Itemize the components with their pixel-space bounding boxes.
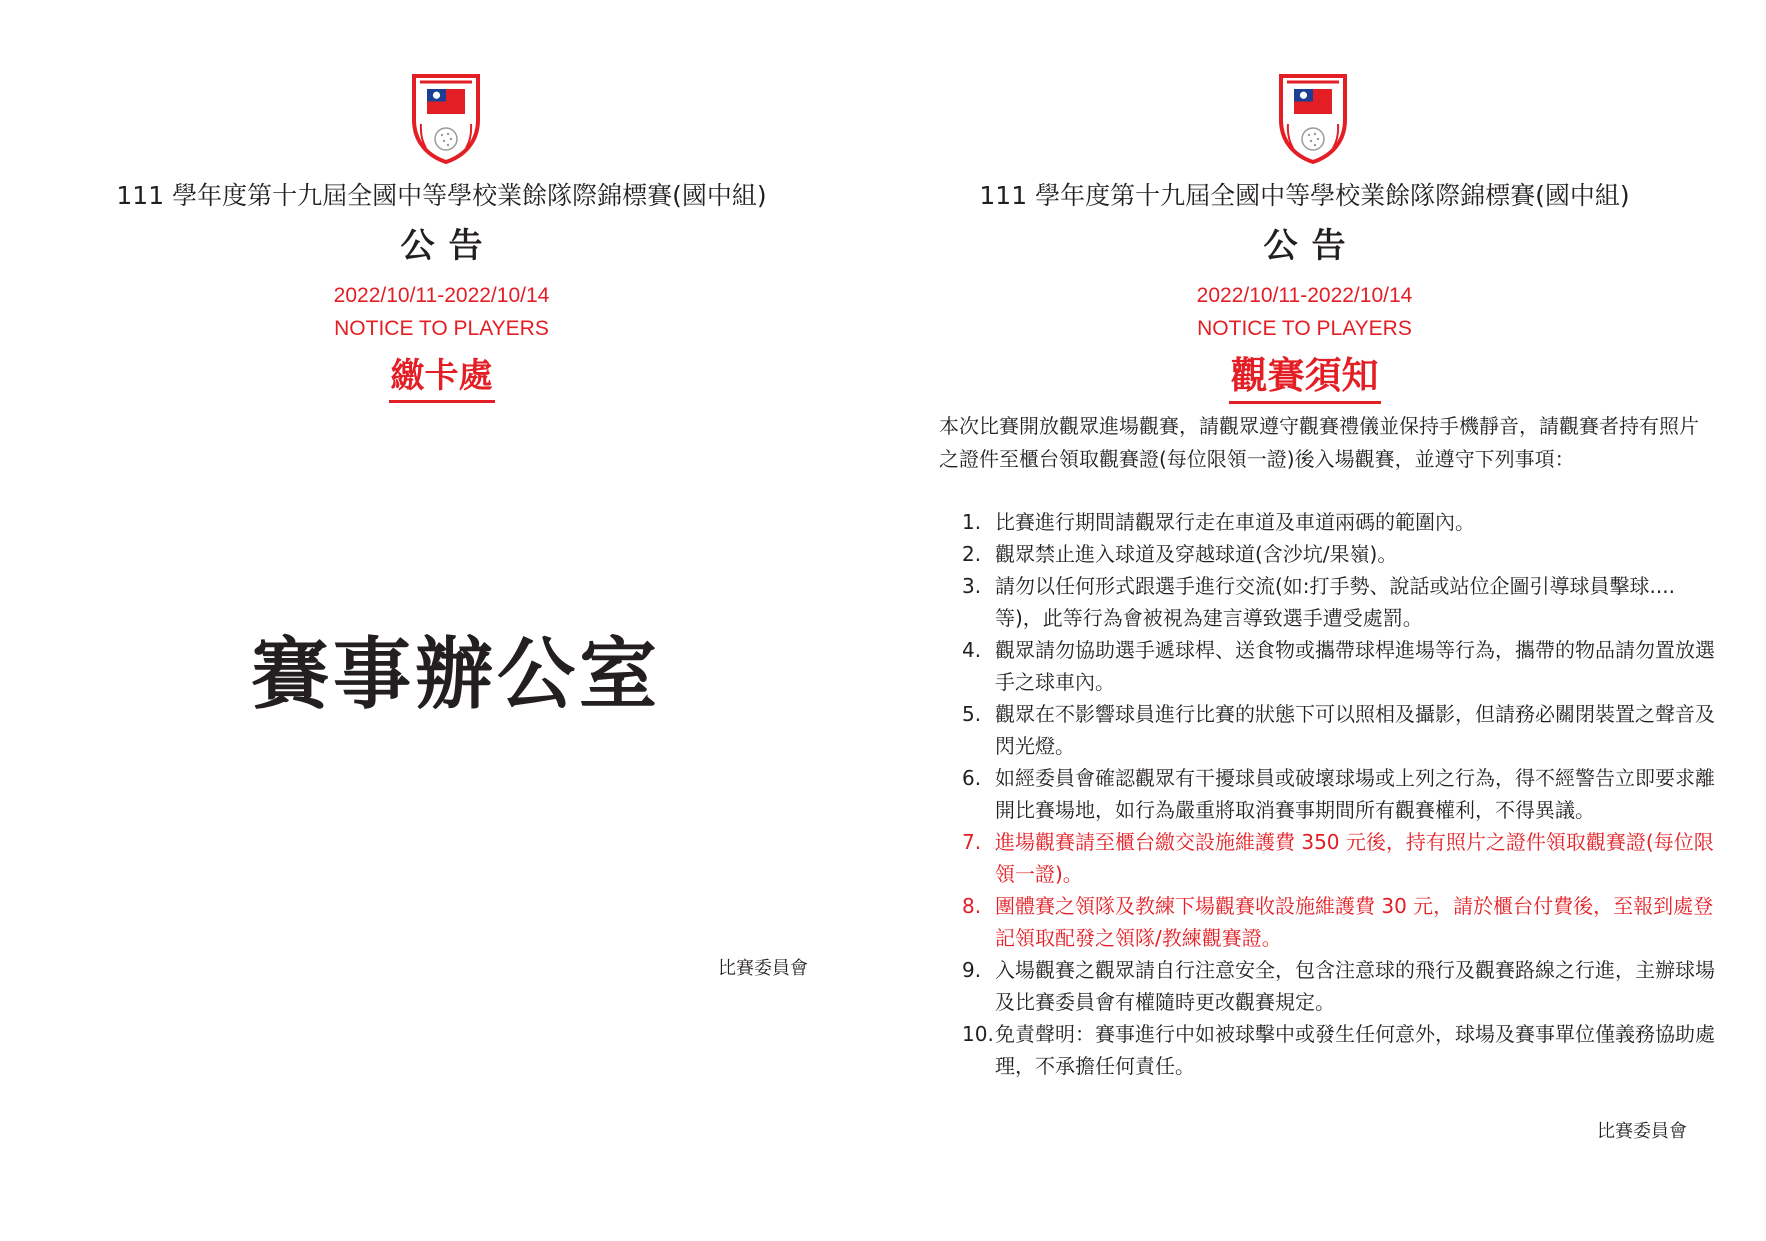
rule-number: 2. bbox=[962, 542, 982, 566]
tournament-dates: 2022/10/11-2022/10/14 bbox=[1196, 284, 1413, 307]
rule-item bbox=[962, 634, 1722, 698]
rule-text: 觀眾禁止進入球道及穿越球道(含沙坑/果嶺)。 bbox=[995, 542, 1398, 566]
rule-item bbox=[962, 954, 1722, 1018]
spectator-intro: 本次比賽開放觀眾進場觀賽，請觀眾遵守觀賽禮儀並保持手機靜音，請觀賽者持有照片之證件至櫃台領取觀賽證(每位限領一證)後入場觀賽，並遵守下列事項： bbox=[939, 414, 1699, 471]
committee-signature: 比賽委員會 bbox=[1597, 1121, 1687, 1142]
rule-number: 6. bbox=[962, 766, 982, 790]
rule-item bbox=[962, 506, 1722, 538]
notice-subtitle bbox=[863, 352, 1746, 400]
subtitle-text: 繳卡處 bbox=[389, 356, 495, 403]
rule-text: 請勿以任何形式跟選手進行交流(如:打手勢、說話或站位企圖引導球員擊球....等)，此等行為會被視為建言導致選手遭受處罰。 bbox=[995, 574, 1675, 630]
office-label: 賽事辦公室 bbox=[250, 630, 661, 720]
rule-text: 如經委員會確認觀眾有干擾球員或破壞球場或上列之行為，得不經警告立即要求離開比賽場地，如行為嚴重將取消賽事期間所有觀賽權利，不得異議。 bbox=[995, 766, 1715, 822]
rule-number: 4. bbox=[962, 638, 982, 662]
rule-text: 比賽進行期間請觀眾行走在車道及車道兩碼的範圍內。 bbox=[995, 510, 1475, 534]
rule-text: 免責聲明：賽事進行中如被球擊中或發生任何意外，球場及賽事單位僅義務協助處理，不承擔任何責任。 bbox=[995, 1022, 1715, 1078]
garoc-emblem-icon bbox=[1275, 72, 1351, 164]
rule-number: 5. bbox=[962, 702, 982, 726]
rule-number: 8. bbox=[962, 894, 982, 918]
garoc-emblem-icon bbox=[408, 72, 484, 164]
rule-number: 3. bbox=[962, 574, 982, 598]
rule-text: 團體賽之領隊及教練下場觀賽收設施維護費 30 元，請於櫃台付費後，至報到處登記領取配發之領隊/教練觀賽證。 bbox=[995, 894, 1714, 950]
subtitle-text: 觀賽須知 bbox=[1229, 354, 1381, 404]
rule-item bbox=[962, 890, 1722, 954]
spectator-rules-list bbox=[962, 506, 1722, 1082]
tournament-title: 111 學年度第十九屆全國中等學校業餘隊際錦標賽(國中組) bbox=[979, 181, 1630, 210]
rule-text: 觀眾請勿協助選手遞球桿、送食物或攜帶球桿進場等行為，攜帶的物品請勿置放選手之球車內。 bbox=[995, 638, 1715, 694]
rule-text: 進場觀賽請至櫃台繳交設施維護費 350 元後，持有照片之證件領取觀賽證(每位限領一證)。 bbox=[995, 830, 1714, 886]
notice-subtitle bbox=[0, 352, 883, 400]
tournament-title: 111 學年度第十九屆全國中等學校業餘隊際錦標賽(國中組) bbox=[116, 181, 767, 210]
rule-text: 觀眾在不影響球員進行比賽的狀態下可以照相及攝影，但請務必關閉裝置之聲音及閃光燈。 bbox=[995, 702, 1715, 758]
rule-item bbox=[962, 762, 1722, 826]
rule-number: 10. bbox=[962, 1022, 994, 1046]
rule-item bbox=[962, 1018, 1722, 1082]
rule-number: 9. bbox=[962, 958, 982, 982]
rule-number: 7. bbox=[962, 830, 982, 854]
rule-item bbox=[962, 698, 1722, 762]
announcement-heading: 公告 bbox=[1263, 226, 1360, 266]
announcement-heading: 公告 bbox=[400, 226, 497, 266]
committee-signature: 比賽委員會 bbox=[718, 958, 808, 979]
notice-to-players: NOTICE TO PLAYERS bbox=[1197, 317, 1412, 340]
rule-item bbox=[962, 570, 1722, 634]
rule-number: 1. bbox=[962, 510, 982, 534]
tournament-dates: 2022/10/11-2022/10/14 bbox=[333, 284, 550, 307]
rule-item bbox=[962, 538, 1722, 570]
rule-text: 入場觀賽之觀眾請自行注意安全，包含注意球的飛行及觀賽路線之行進，主辦球場及比賽委員會有權隨時更改觀賽規定。 bbox=[995, 958, 1715, 1014]
notice-right bbox=[883, 0, 1766, 1241]
notice-to-players: NOTICE TO PLAYERS bbox=[334, 317, 549, 340]
rule-item bbox=[962, 826, 1722, 890]
